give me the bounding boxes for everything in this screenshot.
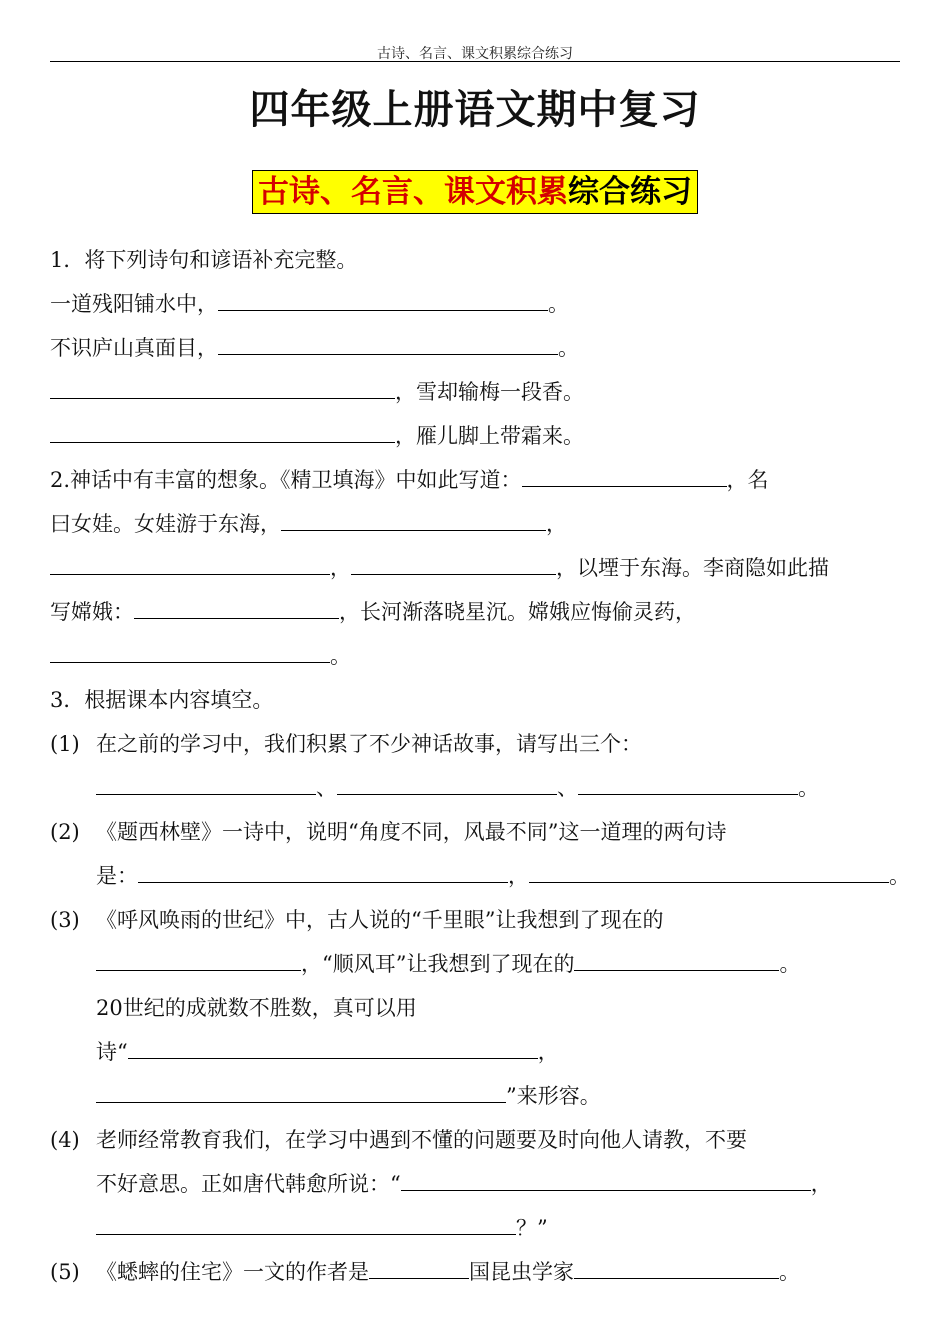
q2-l3-text: ，以堙于东海。李商隐如此描 [556,556,829,580]
q1-line4 [50,414,900,458]
answer-blank[interactable] [218,330,558,355]
sep: 、 [316,776,337,800]
answer-blank[interactable] [134,594,339,619]
q3-sub3-line5 [50,1074,900,1118]
q1-l4-text: ，雁儿脚上带霜来。 [395,424,584,448]
q3-sub2 [50,810,900,854]
page-title: 四年级上册语文期中复习 [249,87,701,133]
subtitle-banner [252,170,698,214]
q3-sub3-line4 [50,1030,900,1074]
q3-s3-e: 诗“ [96,1040,128,1064]
q2-l4-text: 写嫦娥： [50,600,134,624]
q3-sub2-blanks [50,854,910,898]
answer-blank[interactable] [96,770,316,795]
answer-blank[interactable] [50,418,395,443]
q3-sub4-line2 [50,1162,900,1206]
q3-s1-end: 。 [798,776,819,800]
answer-blank[interactable] [96,946,301,971]
answer-blank[interactable] [522,462,727,487]
answer-blank[interactable] [401,1166,811,1191]
q3-s5-c: 。 [779,1260,800,1284]
q2-l1-text: 2.神话中有丰富的想象。《精卫填海》中如此写道： [50,468,522,492]
answer-blank[interactable] [574,946,779,971]
answer-blank[interactable] [351,550,556,575]
answer-blank[interactable] [369,1254,469,1279]
answer-blank[interactable] [218,286,548,311]
subtitle-black: 综合练习 [568,174,692,210]
answer-blank[interactable] [281,506,546,531]
q1-line2 [50,326,900,370]
q1-l1-end: 。 [548,292,569,316]
q3-sub3-line3: 20世纪的成就数不胜数，真可以用 [96,996,417,1020]
answer-blank[interactable] [578,770,798,795]
answer-blank[interactable] [529,858,889,883]
q3-sub4-line3 [50,1206,900,1250]
sub-number: (4) [50,1128,80,1152]
q3-s5-a: 《蟋蟀的住宅》一文的作者是 [96,1260,369,1284]
q3-s4-text: 老师经常教育我们，在学习中遇到不懂的问题要及时向他人请教，不要 [96,1128,747,1152]
subtitle-red: 古诗、名言、课文积累 [258,174,568,210]
q1-l2-end: 。 [558,336,579,360]
questions [50,238,910,1294]
q3-s3-c: 。 [779,952,801,976]
q3-sub3 [50,898,900,942]
q3-sub4 [50,1118,900,1162]
sep: 、 [557,776,578,800]
answer-blank[interactable] [128,1034,538,1059]
q3-s3-f: ， [537,1040,559,1064]
q1-title: 1．将下列诗句和谚语补充完整。 [50,248,358,272]
q3-s4-d: ？” [516,1216,548,1240]
answer-blank[interactable] [50,374,395,399]
q3-s1-text: 在之前的学习中，我们积累了不少神话故事，请写出三个： [96,732,642,756]
q2-line5 [50,634,900,678]
q1-l1-text: 一道残阳铺水中， [50,292,218,316]
q2-l2-end: ， [546,512,567,536]
q2-l5-end: 。 [330,644,351,668]
q3-s4-b: 不好意思。正如唐代韩愈所说：“ [96,1172,401,1196]
q2-l2-text: 曰女娃。女娃游于东海， [50,512,281,536]
answer-blank[interactable] [50,638,330,663]
q2-l3-sep: ， [330,556,351,580]
answer-blank[interactable] [574,1254,779,1279]
answer-blank[interactable] [96,1078,506,1103]
q3-sub1 [50,722,900,766]
q1-line1 [50,282,900,326]
answer-blank[interactable] [50,550,330,575]
answer-blank[interactable] [138,858,508,883]
q2-line3 [50,546,900,590]
sub-number: (1) [50,732,80,756]
q3-title: 3．根据课本内容填空。 [50,688,274,712]
q3-s5-b: 国昆虫学家 [469,1260,574,1284]
q3-s2-b: 是： [96,864,138,888]
sub-number: (5) [50,1260,80,1284]
q2-l1-end: ，名 [726,468,769,492]
q3-sub3-blanks [50,942,900,986]
q1-l2-text: 不识庐山真面目， [50,336,218,360]
q3-s2-c: ， [508,864,529,888]
header-rule [50,61,900,62]
q3-s2-text: 《题西林壁》一诗中，说明“角度不同，风最不同”这一道理的两句诗 [96,820,727,844]
q3-s2-d: 。 [889,864,910,888]
q3-sub1-blanks [50,766,900,810]
q2-line2 [50,502,900,546]
q3-sub5 [50,1250,900,1294]
answer-blank[interactable] [337,770,557,795]
q2-line4 [50,590,900,634]
answer-blank[interactable] [96,1210,516,1235]
q3-s3-b: ，“顺风耳”让我想到了现在的 [301,952,575,976]
sub-number: (2) [50,820,80,844]
q2-l4-end: ，长河渐落晓星沉。嫦娥应悔偷灵药， [339,600,696,624]
q3-s3-g: ”来形容。 [506,1084,601,1108]
q1-l3-text: ，雪却输梅一段香。 [395,380,584,404]
q2-line1 [50,458,900,502]
q3-s4-c: ， [810,1172,832,1196]
running-header: 古诗、名言、课文积累综合练习 [377,46,573,62]
q1-line3 [50,370,900,414]
sub-number: (3) [50,908,80,932]
q3-s3-text: 《呼风唤雨的世纪》中，古人说的“千里眼”让我想到了现在的 [96,908,664,932]
subtitle-wrap [0,170,950,214]
